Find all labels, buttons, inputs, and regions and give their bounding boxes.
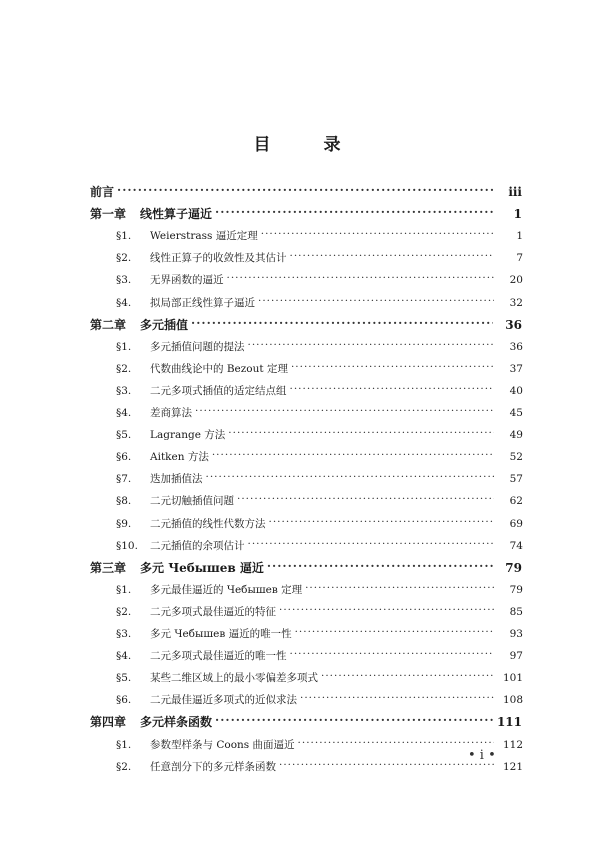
section-title: 二元最佳逼近多项式的近似求法 [150,694,297,707]
section-number: §1. [116,583,132,596]
page-number: 57 [509,473,523,486]
page-number: 97 [509,650,523,663]
section-number: §8. [116,495,132,508]
page-number: 20 [509,274,523,287]
section-title: 代数曲线论中的 Bezout 定理 [150,362,288,375]
toc-section-row[interactable] [116,486,523,508]
section-title: 多元插值问题的提法 [150,340,245,353]
page-number: 112 [502,738,523,751]
page-number: 121 [502,760,523,773]
toc-section-row[interactable] [116,376,523,398]
page-number: 45 [509,407,523,419]
section-number: §2. [116,362,132,375]
toc-section-row[interactable] [116,752,523,774]
section-title: Lagrange 方法 [150,429,226,442]
page-number: 79 [505,560,522,575]
section-title: 拟局部正线性算子逼近 [150,296,255,309]
section-number: §2. [116,252,132,265]
page-number: 32 [509,296,523,309]
dot-leader [248,537,495,551]
chapter-title: 多元 Чебышев 逼近 [140,560,264,575]
dot-leader [290,249,495,263]
page-number: 52 [509,451,523,464]
dot-leader [215,713,493,727]
dot-leader [191,316,493,330]
section-title: 二元多项式最佳逼近的特征 [150,605,276,618]
section-number: §6. [116,451,132,464]
dot-leader [206,470,495,484]
dot-leader [305,581,494,595]
dot-leader [267,559,493,573]
section-number: §3. [116,274,132,287]
section-title: Aitken 方法 [150,451,209,464]
dot-leader [295,625,494,639]
toc-section-row[interactable] [116,641,523,663]
chapter-number: 第三章 [90,560,127,575]
section-title: 差商算法 [150,407,192,419]
page-number: 36 [509,340,523,353]
section-number: §2. [116,760,132,773]
page-number: 111 [496,715,522,730]
page-number: 36 [505,317,522,332]
dot-leader [291,360,494,374]
section-number: §6. [116,694,132,707]
chapter-number: 第四章 [90,715,127,730]
section-number: §5. [116,429,132,442]
section-title: 线性正算子的收敛性及其估计 [150,252,287,265]
section-title: 参数型样条与 Coons 曲面逼近 [150,738,295,751]
section-title: 某些二维区域上的最小零偏差多项式 [150,672,318,685]
dot-leader [228,426,494,440]
page-number: 7 [516,252,523,265]
chapter-title: 线性算子逼近 [140,207,213,222]
toc-section-row[interactable] [116,332,523,354]
page-number: 40 [509,384,523,397]
dot-leader [290,382,495,396]
toc-section-row[interactable] [116,243,523,265]
section-number: §7. [116,473,132,486]
toc-section-row[interactable] [116,509,523,531]
chapter-title: 前言 [90,185,115,199]
page-number-mark: • i • [468,748,496,763]
page-number: 37 [509,362,523,375]
chapter-title: 多元插值 [140,317,189,332]
toc-chapter-row[interactable] [90,310,522,332]
section-title: 任意剖分下的多元样条函数 [150,760,276,773]
dot-leader [117,183,493,197]
toc-chapter-row[interactable] [90,553,522,575]
chapter-title: 多元样条函数 [140,715,213,730]
section-number: §4. [116,407,132,419]
chapter-number: 第一章 [90,207,127,222]
toc-chapter-row[interactable] [90,707,522,729]
section-number: §1. [116,738,132,751]
section-title: 二元插值的余项估计 [150,539,245,552]
section-title: 无界函数的逼近 [150,274,224,287]
dot-leader [212,448,494,462]
section-title: 迭加插值法 [150,473,203,486]
dot-leader [321,669,494,683]
toc-section-row[interactable] [116,663,523,685]
section-number: §2. [116,605,132,618]
section-title: 二元多项式最佳逼近的唯一性 [150,650,287,663]
dot-leader [279,758,494,772]
chapter-number: 第二章 [90,317,127,332]
section-number: §1. [116,230,132,243]
page-number: 85 [509,605,523,618]
section-number: §4. [116,296,132,309]
section-number: §10. [116,539,138,552]
page-number: 74 [509,539,523,552]
toc-section-row[interactable] [116,685,523,707]
section-number: §9. [116,517,132,530]
section-title: 二元插值的线性代数方法 [150,517,266,530]
dot-leader [298,736,494,750]
toc-section-row[interactable] [116,288,523,310]
toc-section-row[interactable] [116,531,523,553]
dot-leader [215,205,493,219]
page-number: 101 [502,672,523,685]
page-number: 49 [509,429,523,442]
toc-section-row[interactable] [116,354,523,376]
toc-section-row[interactable] [116,575,523,597]
toc-section-row[interactable] [116,221,523,243]
dot-leader [300,691,494,705]
toc-section-row[interactable] [116,265,523,287]
dot-leader [237,492,494,506]
section-number: §3. [116,628,132,640]
title-char-right: 录 [323,135,342,155]
toc-chapter-row[interactable] [90,177,522,199]
title-char-left: 目 [253,135,272,155]
page-number: 1 [516,230,523,243]
toc-section-row[interactable] [116,398,523,420]
section-title: 多元 Чебышев 逼近的唯一性 [150,628,292,640]
section-title: 多元最佳逼近的 Чебышев 定理 [150,583,303,596]
page-number: iii [508,185,522,199]
section-title: 二元多项式插值的适定结点组 [150,384,287,397]
toc-section-row[interactable] [116,442,523,464]
dot-leader [290,647,495,661]
section-title: Weierstrass 逼近定理 [150,230,258,243]
dot-leader [227,271,495,285]
toc-chapter-row[interactable] [90,199,522,221]
page-number: 108 [502,694,523,707]
dot-leader [195,404,494,418]
page-number: 79 [509,583,523,596]
toc-section-row[interactable] [116,730,523,752]
dot-leader [279,603,494,617]
page-number: 62 [509,495,523,508]
section-number: §1. [116,340,132,353]
dot-leader [269,515,495,529]
section-number: §4. [116,650,132,663]
toc-section-row[interactable] [116,464,523,486]
page-number: 93 [509,628,523,640]
section-number: §3. [116,384,132,397]
dot-leader [258,294,494,308]
section-number: §5. [116,672,132,685]
dot-leader [261,227,494,241]
toc-section-row[interactable] [116,619,523,641]
dot-leader [248,338,495,352]
toc-section-row[interactable] [116,420,523,442]
section-title: 二元切触插值问题 [150,495,234,508]
toc-section-row[interactable] [116,597,523,619]
page-number: 69 [509,517,523,530]
page-number: 1 [513,207,522,222]
page-title [0,130,595,155]
